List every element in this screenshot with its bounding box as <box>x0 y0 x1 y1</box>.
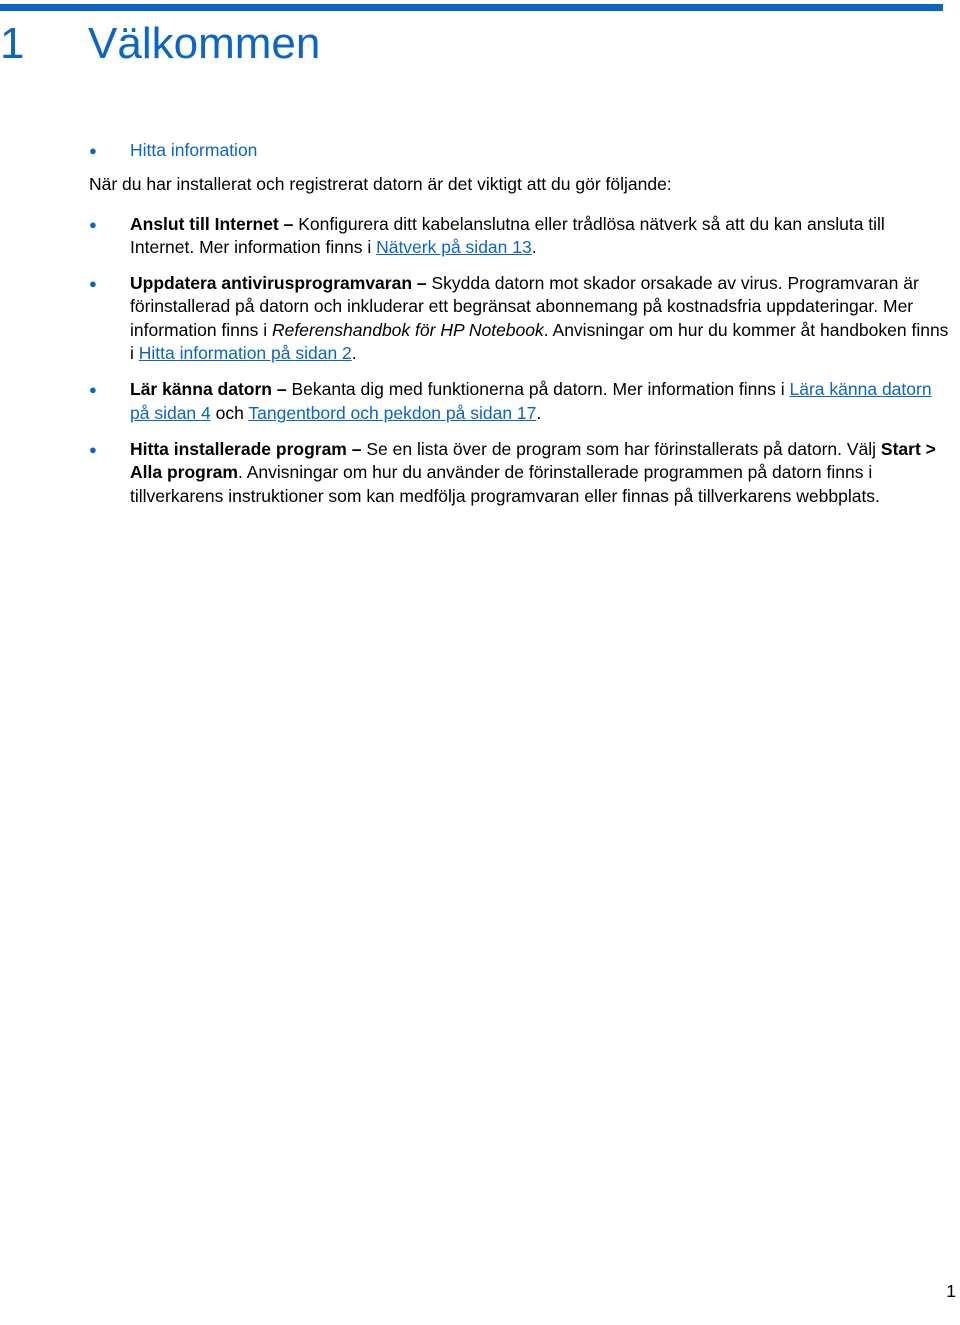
bullet-icon: ● <box>89 382 97 398</box>
chapter-heading <box>0 16 320 72</box>
task-end: . <box>351 343 357 364</box>
task-text-2: . Anvisningar om hur du kommer åt handboken finns i <box>130 319 949 364</box>
task-item-program <box>89 438 949 508</box>
bullet-icon: ● <box>89 441 97 457</box>
bullet-icon: ● <box>89 143 97 158</box>
task-text: Bekanta dig med funktionerna på datorn. Mer information finns i <box>291 379 790 400</box>
top-rule <box>0 4 943 11</box>
link-natverk[interactable]: Nätverk på sidan 13 <box>376 236 532 257</box>
intro-paragraph: När du har installerat och registrerat datorn är det viktigt att du gör följande: <box>89 174 672 195</box>
link-lara-kanna-datorn[interactable]: Lära känna datorn på sidan 4 <box>130 379 932 423</box>
task-title: Anslut till Internet <box>130 213 279 234</box>
task-title: Lär känna datorn <box>130 379 272 400</box>
task-item-lar-kanna <box>89 378 949 425</box>
task-text: Konfigurera ditt kabelanslutna eller trådlösa nätverk så att du kan ansluta till Internet. Mer information finns i <box>130 213 885 257</box>
task-dash: – <box>346 438 367 459</box>
task-title: Hitta installerade program <box>130 438 347 459</box>
task-item-antivirus <box>89 272 949 365</box>
menu-path: Start > Alla program <box>130 438 936 483</box>
task-text-2: . Anvisningar om hur du använder de förinstallerade programmen på datorn finns i tillverkarens instruktioner som kan medfölja programvaran eller finnas på tillverkarens webbplats. <box>130 462 880 506</box>
link-tangentbord-pekdon[interactable]: Tangentbord och pekdon på sidan 17 <box>248 402 537 423</box>
toc-list-item <box>89 139 949 162</box>
task-dash: – <box>278 213 299 234</box>
task-list <box>89 213 949 508</box>
task-text: Skydda datorn mot skador orsakade av virus. Programvaran är förinstallerad på datorn och inkluderar ett begränsat abonnemang på kostnadsfria uppdateringar. Mer information finns i <box>130 273 919 340</box>
chapter-title: Välkommen <box>88 19 321 68</box>
page-number: 1 <box>946 1281 956 1301</box>
task-item-anslut <box>89 213 949 260</box>
toc-link-hitta-information[interactable]: Hitta information <box>130 140 258 160</box>
task-dash: – <box>271 379 292 400</box>
bullet-icon: ● <box>89 276 97 292</box>
bullet-icon: ● <box>89 216 97 232</box>
task-mid: och <box>210 402 249 423</box>
link-hitta-information[interactable]: Hitta information på sidan 2 <box>138 343 352 364</box>
task-text: Se en lista över de program som har förinstallerats på datorn. Välj <box>366 438 881 459</box>
reference-title: Referenshandbok för HP Notebook <box>272 319 544 340</box>
task-title: Uppdatera antivirusprogramvaran <box>130 273 413 294</box>
chapter-content <box>89 139 949 521</box>
task-end: . <box>531 236 537 257</box>
task-dash: – <box>412 273 432 294</box>
chapter-number: 1 <box>0 19 25 68</box>
task-end: . <box>536 402 542 423</box>
